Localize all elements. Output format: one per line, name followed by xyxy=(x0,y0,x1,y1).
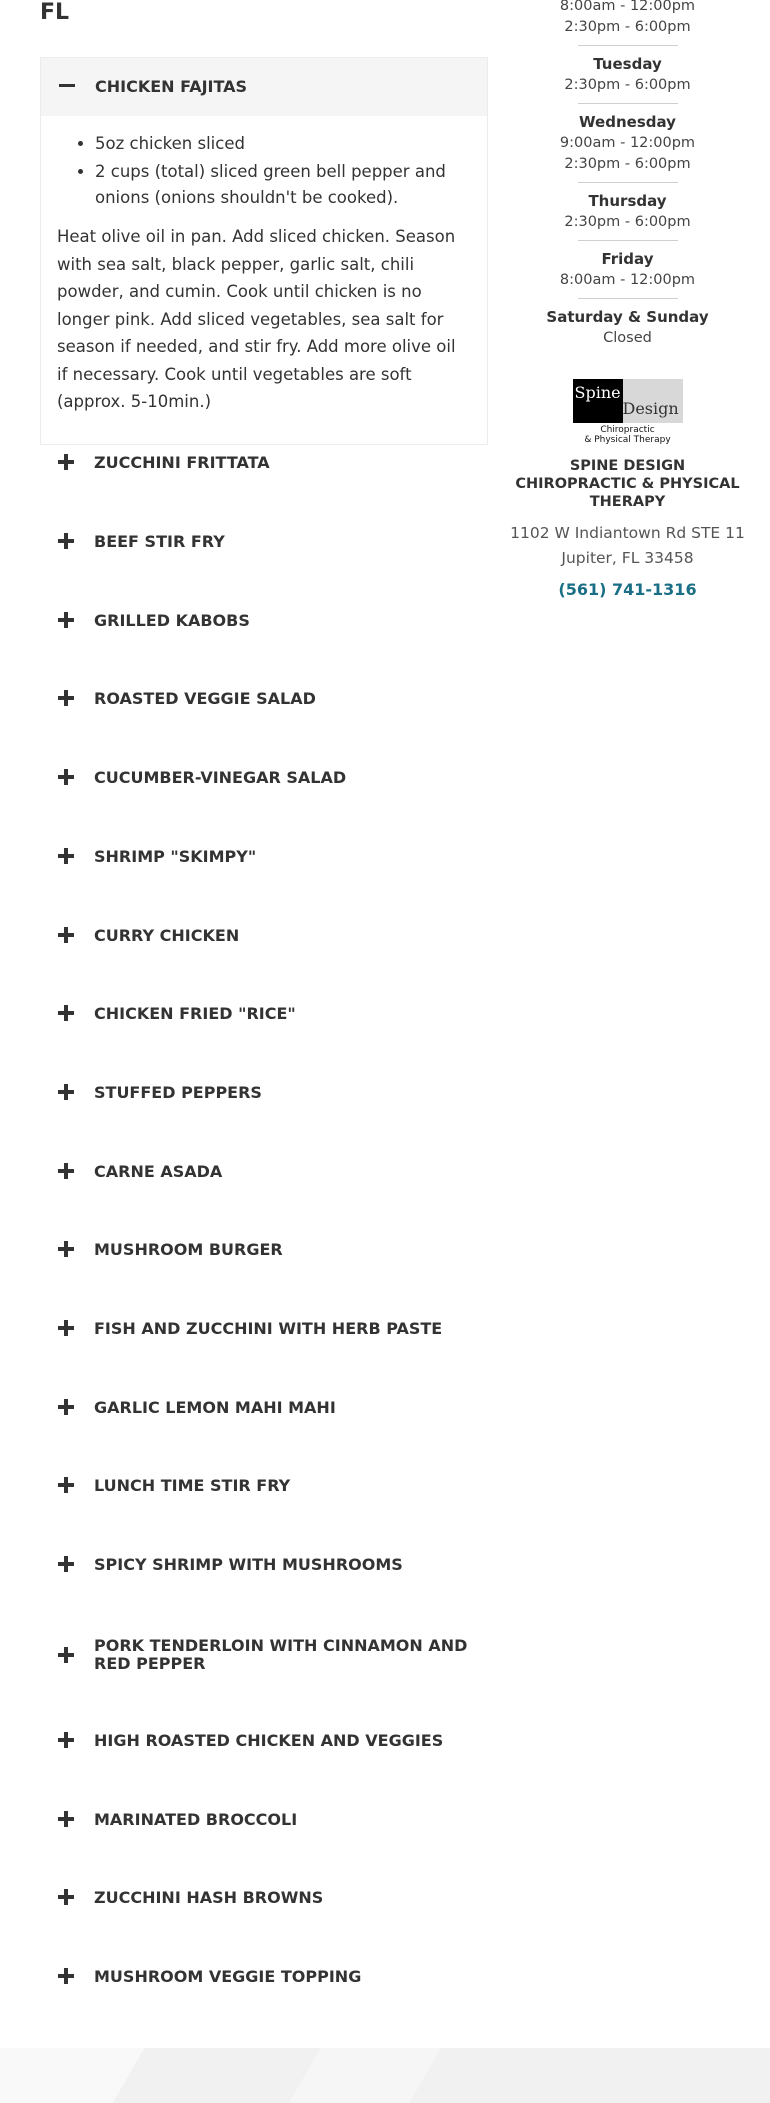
plus-icon xyxy=(58,1084,74,1100)
hours-time: 2:30pm - 6:00pm xyxy=(564,156,691,172)
address-line: Jupiter, FL 33458 xyxy=(561,549,694,567)
accordion-title: BEEF STIR FRY xyxy=(94,532,225,551)
accordion-title: SHRIMP "SKIMPY" xyxy=(94,847,257,866)
logo-subtitle: Chiropractic & Physical Therapy xyxy=(584,425,671,445)
accordion-title: PORK TENDERLOIN WITH CINNAMON AND RED PEPPER xyxy=(94,1636,468,1673)
plus-icon xyxy=(58,1647,74,1663)
hours-time: 8:00am - 12:00pm xyxy=(559,0,696,14)
plus-icon xyxy=(58,1811,74,1827)
accordion-title: CARNE ASADA xyxy=(94,1162,223,1181)
plus-icon xyxy=(58,1320,74,1336)
clinic-logo xyxy=(573,379,683,445)
hours-time: 2:30pm - 6:00pm xyxy=(564,77,691,93)
plus-icon xyxy=(58,1556,74,1572)
hours-day: Tuesday xyxy=(593,55,662,73)
plus-icon xyxy=(58,1163,74,1179)
accordion-item-garlic-lemon-mahi-mahi[interactable] xyxy=(40,1379,486,1437)
accordion-item-fish-and-zucchini[interactable] xyxy=(40,1300,486,1358)
accordion-item-curry-chicken[interactable] xyxy=(40,907,486,965)
accordion-title: GARLIC LEMON MAHI MAHI xyxy=(94,1398,336,1417)
accordion-item-stuffed-peppers[interactable] xyxy=(40,1064,486,1122)
divider xyxy=(578,240,678,241)
minus-icon xyxy=(59,78,75,94)
plus-icon xyxy=(58,1968,74,1984)
plus-icon xyxy=(58,1889,74,1905)
accordion-title: MARINATED BROCCOLI xyxy=(94,1810,298,1829)
hours-time: 2:30pm - 6:00pm xyxy=(564,214,691,230)
accordion-title: STUFFED PEPPERS xyxy=(94,1083,262,1102)
accordion-title: MUSHROOM BURGER xyxy=(94,1240,283,1259)
hours-day: Friday xyxy=(601,250,654,268)
accordion-title: LUNCH TIME STIR FRY xyxy=(94,1476,291,1495)
clinic-address xyxy=(510,521,745,571)
plus-icon xyxy=(58,927,74,943)
accordion-item-chicken-fried-rice[interactable] xyxy=(40,985,486,1043)
accordion-item-high-roasted-chicken[interactable] xyxy=(40,1712,486,1770)
plus-icon xyxy=(58,769,74,785)
accordion-title: ZUCCHINI HASH BROWNS xyxy=(94,1888,324,1907)
divider xyxy=(578,298,678,299)
page-heading: FL xyxy=(40,0,70,25)
accordion-item-marinated-broccoli[interactable] xyxy=(40,1791,486,1849)
ingredient-item: • 2 cups (total) sliced green bell pepper and onions (onions shouldn't be cooked). xyxy=(95,159,469,211)
accordion-item-shrimp-skimpy[interactable] xyxy=(40,828,486,886)
hours-time: 8:00am - 12:00pm xyxy=(559,272,696,288)
accordion-title: MUSHROOM VEGGIE TOPPING xyxy=(94,1967,362,1986)
accordion-item-beef-stir-fry[interactable] xyxy=(40,513,486,571)
hours-time: 2:30pm - 6:00pm xyxy=(564,19,691,35)
recipe-instructions: Heat olive oil in pan. Add sliced chicken. Season with sea salt, black pepper, garlic salt, chili powder, and cumin. Cook until chicken is no longer pink. Add sliced vegetables, sea salt for season if needed, and stir fry. Add more olive oil if necessary. Cook until vegetables are soft (approx. 5-10min.) xyxy=(57,227,456,411)
divider xyxy=(578,103,678,104)
accordion-item-carne-asada[interactable] xyxy=(40,1143,486,1201)
accordion-item-grilled-kabobs[interactable] xyxy=(40,592,486,650)
accordion-title: FISH AND ZUCCHINI WITH HERB PASTE xyxy=(94,1319,443,1338)
logo-word-design: Design xyxy=(622,399,679,418)
hours-day: Thursday xyxy=(588,192,667,210)
plus-icon xyxy=(58,454,74,470)
plus-icon xyxy=(58,1477,74,1493)
accordion-title: CUCUMBER-VINEGAR SALAD xyxy=(94,768,347,787)
ingredient-item: • 5oz chicken sliced xyxy=(95,131,469,157)
ingredients-list xyxy=(57,131,469,211)
accordion-item-zucchini-frittata[interactable] xyxy=(40,434,486,492)
divider xyxy=(578,182,678,183)
plus-icon xyxy=(58,533,74,549)
plus-icon xyxy=(58,848,74,864)
accordion-title: HIGH ROASTED CHICKEN AND VEGGIES xyxy=(94,1731,444,1750)
accordion-header-chicken-fajitas[interactable] xyxy=(41,58,487,116)
accordion-item-lunch-time-stir-fry[interactable] xyxy=(40,1457,486,1515)
divider xyxy=(578,45,678,46)
phone-link[interactable]: (561) 741-1316 xyxy=(558,580,697,599)
accordion-title: ZUCCHINI FRITTATA xyxy=(94,453,270,472)
accordion-title: ROASTED VEGGIE SALAD xyxy=(94,689,316,708)
logo-word-spine: Spine xyxy=(574,383,621,402)
accordion-title: CHICKEN FRIED "RICE" xyxy=(94,1004,296,1023)
address-line: 1102 W Indiantown Rd STE 11 xyxy=(510,524,745,542)
accordion-item-mushroom-burger[interactable] xyxy=(40,1221,486,1279)
accordion-item-chicken-fajitas xyxy=(40,57,488,445)
accordion-item-spicy-shrimp[interactable] xyxy=(40,1536,486,1594)
accordion-item-zucchini-hash-browns[interactable] xyxy=(40,1869,486,1927)
plus-icon xyxy=(58,612,74,628)
accordion-item-pork-tenderloin[interactable] xyxy=(40,1623,486,1687)
hours-day: Wednesday xyxy=(579,113,676,131)
office-hours xyxy=(510,0,745,349)
hours-day: Saturday & Sunday xyxy=(546,308,709,326)
footer-band xyxy=(0,2048,770,2103)
accordion-title: GRILLED KABOBS xyxy=(94,611,250,630)
accordion-item-mushroom-veggie-topping[interactable] xyxy=(40,1948,486,2006)
accordion-item-roasted-veggie-salad[interactable] xyxy=(40,670,486,728)
sidebar xyxy=(510,0,745,599)
accordion-title: CHICKEN FAJITAS xyxy=(95,77,248,96)
plus-icon xyxy=(58,690,74,706)
accordion-content xyxy=(41,116,487,444)
accordion-title: CURRY CHICKEN xyxy=(94,926,240,945)
hours-time: 9:00am - 12:00pm xyxy=(559,135,696,151)
accordion-item-cucumber-vinegar-salad[interactable] xyxy=(40,749,486,807)
hours-time: Closed xyxy=(603,330,652,346)
plus-icon xyxy=(58,1005,74,1021)
clinic-name: SPINE DESIGN CHIROPRACTIC & PHYSICAL THERAPY xyxy=(515,458,740,510)
plus-icon xyxy=(58,1241,74,1257)
plus-icon xyxy=(58,1399,74,1415)
plus-icon xyxy=(58,1732,74,1748)
accordion-title: SPICY SHRIMP WITH MUSHROOMS xyxy=(94,1555,403,1574)
